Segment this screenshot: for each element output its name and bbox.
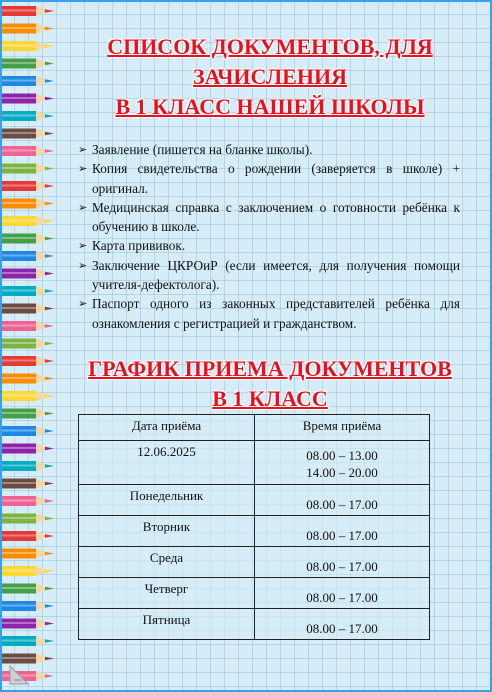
date-cell: Вторник bbox=[79, 516, 255, 547]
table-row bbox=[79, 609, 430, 640]
pencil bbox=[2, 216, 54, 226]
arrowhead-bullet-icon: ➢ bbox=[78, 162, 88, 176]
time-cell: 08.00 – 17.00 bbox=[255, 485, 430, 516]
pencil bbox=[2, 321, 54, 331]
pencil bbox=[2, 461, 54, 471]
arrowhead-bullet-icon: ➢ bbox=[78, 297, 88, 311]
schedule-title bbox=[60, 354, 480, 414]
pencil bbox=[2, 566, 54, 576]
list-item-text: Паспорт одного из законных представителей ребёнка для ознакомления с регистрацией и гражданством. bbox=[92, 296, 460, 331]
pencil bbox=[2, 111, 54, 121]
table-row bbox=[79, 441, 430, 485]
page-curl-corner-icon bbox=[8, 664, 30, 686]
time-cell: 08.00 – 17.00 bbox=[255, 578, 430, 609]
pencil bbox=[2, 479, 54, 489]
pencil bbox=[2, 6, 54, 16]
pencil bbox=[2, 76, 54, 86]
list-item-text: Медицинская справка с заключением о готовности ребёнка к обучению в школе. bbox=[92, 199, 460, 235]
pencil bbox=[2, 129, 54, 139]
pencil bbox=[2, 234, 54, 244]
list-item bbox=[78, 159, 460, 198]
pencil bbox=[2, 426, 54, 436]
column-header-date: Дата приёма bbox=[79, 415, 255, 441]
pencil bbox=[2, 409, 54, 419]
title-line: В 1 КЛАСС bbox=[212, 386, 328, 411]
time-range: 08.00 – 13.00 bbox=[306, 448, 378, 463]
date-cell: Пятница bbox=[79, 609, 255, 640]
table-row bbox=[79, 578, 430, 609]
pencil bbox=[2, 164, 54, 174]
pencil bbox=[2, 356, 54, 366]
documents-list bbox=[78, 140, 460, 333]
list-item bbox=[78, 236, 460, 255]
pencil bbox=[2, 391, 54, 401]
title-line: В 1 КЛАСС НАШЕЙ ШКОЛЫ bbox=[115, 94, 425, 119]
pencil bbox=[2, 584, 54, 594]
list-item bbox=[78, 294, 460, 333]
pencil bbox=[2, 94, 54, 104]
pencil bbox=[2, 24, 54, 34]
pencil bbox=[2, 514, 54, 524]
pencil bbox=[2, 269, 54, 279]
pencil bbox=[2, 146, 54, 156]
pencil bbox=[2, 496, 54, 506]
pencil bbox=[2, 374, 54, 384]
colored-pencils-border bbox=[2, 2, 58, 690]
arrowhead-bullet-icon: ➢ bbox=[78, 143, 88, 156]
pencil bbox=[2, 286, 54, 296]
title-line: СПИСОК ДОКУМЕНТОВ, ДЛЯ bbox=[107, 34, 433, 59]
time-cell bbox=[255, 441, 430, 485]
table-row bbox=[79, 516, 430, 547]
time-range: 14.00 – 20.00 bbox=[306, 465, 378, 480]
table-row bbox=[79, 485, 430, 516]
arrowhead-bullet-icon: ➢ bbox=[78, 200, 88, 214]
pencil bbox=[2, 444, 54, 454]
pencil bbox=[2, 549, 54, 559]
pencil bbox=[2, 199, 54, 209]
pencil bbox=[2, 59, 54, 69]
list-item-text: Заявление (пишется на бланке школы). bbox=[92, 142, 313, 157]
list-item-text: Заключение ЦКРОиР (если имеется, для получения помощи учителя-дефектолога). bbox=[92, 257, 460, 293]
pencil bbox=[2, 41, 54, 51]
documents-list-title bbox=[60, 32, 480, 122]
pencil bbox=[2, 601, 54, 611]
time-cell: 08.00 – 17.00 bbox=[255, 516, 430, 547]
date-cell: Среда bbox=[79, 547, 255, 578]
title-line: ГРАФИК ПРИЕМА ДОКУМЕНТОВ bbox=[88, 356, 452, 381]
pencil bbox=[2, 251, 54, 261]
list-item-text: Копия свидетельства о рождении (заверяется в школе) + оригинал. bbox=[92, 161, 460, 196]
pencil bbox=[2, 619, 54, 629]
list-item bbox=[78, 140, 460, 159]
list-item bbox=[78, 256, 460, 295]
pencil bbox=[2, 636, 54, 646]
table-row bbox=[79, 547, 430, 578]
column-header-time: Время приёма bbox=[255, 415, 430, 441]
title-line: ЗАЧИСЛЕНИЯ bbox=[193, 64, 347, 89]
pencil bbox=[2, 339, 54, 349]
date-cell: Четверг bbox=[79, 578, 255, 609]
table-header-row bbox=[79, 415, 430, 441]
schedule-table bbox=[78, 414, 430, 640]
date-cell: Понедельник bbox=[79, 485, 255, 516]
list-item-text: Карта прививок. bbox=[92, 238, 186, 254]
pencil bbox=[2, 304, 54, 314]
arrowhead-bullet-icon: ➢ bbox=[78, 258, 88, 272]
time-cell: 08.00 – 17.00 bbox=[255, 609, 430, 640]
pencil bbox=[2, 181, 54, 191]
pencil bbox=[2, 654, 54, 664]
time-cell: 08.00 – 17.00 bbox=[255, 547, 430, 578]
pencil bbox=[2, 531, 54, 541]
list-item bbox=[78, 198, 460, 237]
arrowhead-bullet-icon: ➢ bbox=[78, 239, 88, 253]
date-cell: 12.06.2025 bbox=[79, 441, 255, 485]
